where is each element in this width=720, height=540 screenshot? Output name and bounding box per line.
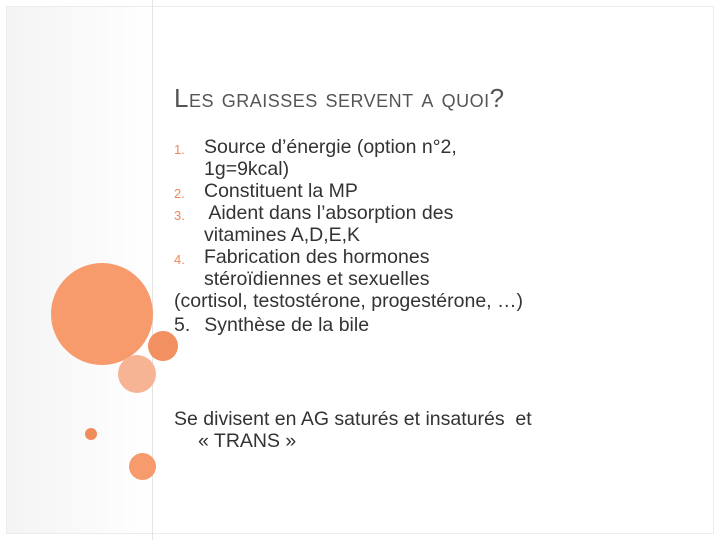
list-item <box>174 202 684 246</box>
list-item-text-continued: stéroïdiennes et sexuelles <box>204 268 430 290</box>
decorative-circle-bottom <box>129 453 156 480</box>
list-number: 3. <box>174 208 185 223</box>
list-item <box>174 246 684 290</box>
hormone-examples: (cortisol, testostérone, progestérone, …) <box>174 290 523 312</box>
list-item-text: Synthèse de la bile <box>204 314 370 336</box>
list-number: 4. <box>174 252 185 267</box>
list-number: 2. <box>174 186 185 201</box>
list-item-text-continued: vitamines A,D,E,K <box>204 224 361 246</box>
list-item-text-continued: 1g=9kcal) <box>204 158 290 180</box>
fatty-acids-note <box>174 408 664 452</box>
list-item-text: Fabrication des hormones <box>204 246 430 268</box>
list-item-text: Source d’énergie (option n°2, <box>204 136 457 158</box>
list-number: 1. <box>174 142 185 157</box>
decorative-circle-large <box>51 263 153 365</box>
slide-content <box>174 136 684 336</box>
note-text: Se divisent en AG saturés et insaturés et <box>174 408 532 430</box>
list-item <box>174 314 684 336</box>
slide-title-text: Les graisses servent a quoi? <box>174 83 505 113</box>
list-item <box>174 180 684 202</box>
note-text-continued: « TRANS » <box>198 430 297 452</box>
decorative-circle-medium <box>118 355 156 393</box>
list-item-text: Aident dans l’absorption des <box>204 202 454 224</box>
list-number: 5. <box>174 314 191 336</box>
slide-title <box>174 83 505 114</box>
list-item <box>174 136 684 180</box>
decorative-dot <box>85 428 97 440</box>
list-item-text: Constituent la MP <box>204 180 358 202</box>
